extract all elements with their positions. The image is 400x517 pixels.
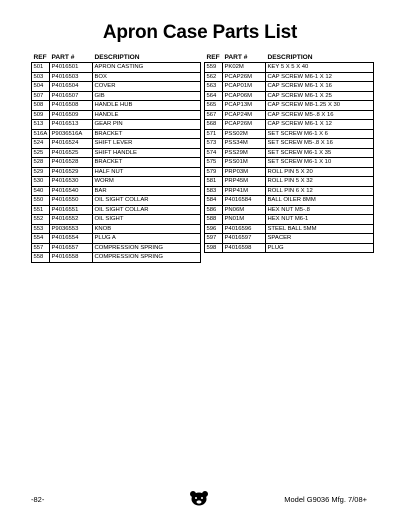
table-row bbox=[205, 101, 374, 111]
ref-cell: 588 bbox=[205, 215, 223, 225]
description-cell: BRACKET bbox=[93, 158, 201, 168]
table-row bbox=[32, 253, 201, 263]
description-cell: HANDLE HUB bbox=[93, 101, 201, 111]
table-row bbox=[205, 110, 374, 120]
table-row bbox=[205, 82, 374, 92]
part-number-cell: PRP41M bbox=[223, 186, 266, 196]
page-title: Apron Case Parts List bbox=[102, 22, 298, 43]
ref-cell: 554 bbox=[32, 234, 50, 244]
part-number-cell: P4016596 bbox=[223, 224, 266, 234]
table-header-row bbox=[32, 53, 201, 63]
description-cell: OIL SIGHT COLLAR bbox=[93, 196, 201, 206]
ref-cell: 501 bbox=[32, 63, 50, 73]
part-number-cell: P4016598 bbox=[223, 243, 266, 253]
part-number-cell: PK02M bbox=[223, 63, 266, 73]
part-number-cell: PCAP26M bbox=[223, 120, 266, 130]
ref-cell: 530 bbox=[32, 177, 50, 187]
table-row bbox=[205, 234, 374, 244]
ref-cell: 571 bbox=[205, 129, 223, 139]
table-row bbox=[205, 196, 374, 206]
ref-cell: 574 bbox=[205, 148, 223, 158]
table-row bbox=[205, 139, 374, 149]
part-number-cell: PRP03M bbox=[223, 167, 266, 177]
description-cell: SHIFT LEVER bbox=[93, 139, 201, 149]
ref-cell: 565 bbox=[205, 101, 223, 111]
table-row bbox=[32, 63, 201, 73]
part-number-cell: PN06M bbox=[223, 205, 266, 215]
ref-cell: 584 bbox=[205, 196, 223, 206]
part-number-cell: P9036553 bbox=[50, 224, 93, 234]
ref-cell: 529 bbox=[32, 167, 50, 177]
description-cell: KEY 5 X 5 X 40 bbox=[266, 63, 374, 73]
part-number-cell: PRP45M bbox=[223, 177, 266, 187]
description-cell: CAP SCREW M8-1.25 X 30 bbox=[266, 101, 374, 111]
part-number-cell: P4016528 bbox=[50, 158, 93, 168]
ref-cell: 573 bbox=[205, 139, 223, 149]
part-number-cell: P4016540 bbox=[50, 186, 93, 196]
ref-cell: 504 bbox=[32, 82, 50, 92]
ref-cell: 567 bbox=[205, 110, 223, 120]
table-row bbox=[205, 91, 374, 101]
description-cell: CAP SCREW M6-1 X 16 bbox=[266, 82, 374, 92]
table-row bbox=[32, 196, 201, 206]
table-row bbox=[205, 148, 374, 158]
ref-cell: 540 bbox=[32, 186, 50, 196]
description-cell: STEEL BALL 5MM bbox=[266, 224, 374, 234]
description-cell: HALF NUT bbox=[93, 167, 201, 177]
description-cell: ROLL PIN 5 X 32 bbox=[266, 177, 374, 187]
ref-cell: 583 bbox=[205, 186, 223, 196]
ref-cell: 551 bbox=[32, 205, 50, 215]
description-cell: CAP SCREW M5-.8 X 16 bbox=[266, 110, 374, 120]
part-number-cell: P4016584 bbox=[223, 196, 266, 206]
description-cell: SET SCREW M6-1 X 6 bbox=[266, 129, 374, 139]
table-row bbox=[32, 72, 201, 82]
description-cell: BAR bbox=[93, 186, 201, 196]
table-row bbox=[32, 91, 201, 101]
description-cell: SHIFT HANDLE bbox=[93, 148, 201, 158]
part-number-cell: P4016529 bbox=[50, 167, 93, 177]
table-row bbox=[32, 158, 201, 168]
part-number-cell: P4016597 bbox=[223, 234, 266, 244]
part-number-cell: P4016509 bbox=[50, 110, 93, 120]
ref-cell: 507 bbox=[32, 91, 50, 101]
part-header: PART # bbox=[51, 54, 75, 61]
table-row bbox=[32, 234, 201, 244]
ref-cell: 586 bbox=[205, 205, 223, 215]
part-number-cell: P4016507 bbox=[50, 91, 93, 101]
description-cell: PLUG bbox=[266, 243, 374, 253]
table-row bbox=[205, 120, 374, 130]
description-cell: BALL OILER 8MM bbox=[266, 196, 374, 206]
description-cell: BOX bbox=[93, 72, 201, 82]
ref-cell: 509 bbox=[32, 110, 50, 120]
part-number-cell: P4016552 bbox=[50, 215, 93, 225]
parts-table-left-body bbox=[32, 63, 201, 263]
parts-table-left bbox=[31, 53, 201, 263]
part-number-cell: P4016525 bbox=[50, 148, 93, 158]
bear-face-icon bbox=[189, 490, 209, 506]
ref-header: REF bbox=[206, 54, 220, 61]
description-cell: CAP SCREW M6-1 X 12 bbox=[266, 120, 374, 130]
ref-cell: 525 bbox=[32, 148, 50, 158]
description-cell: COMPRESSION SPRING bbox=[93, 253, 201, 263]
table-row bbox=[205, 72, 374, 82]
description-cell: WORM bbox=[93, 177, 201, 187]
part-number-cell: P4016530 bbox=[50, 177, 93, 187]
ref-cell: 516A bbox=[32, 129, 50, 139]
table-row bbox=[205, 129, 374, 139]
part-number-cell: PCAP24M bbox=[223, 110, 266, 120]
ref-cell: 575 bbox=[205, 158, 223, 168]
part-number-cell: P4016524 bbox=[50, 139, 93, 149]
part-number-cell: PCAP13M bbox=[223, 101, 266, 111]
table-row bbox=[32, 243, 201, 253]
description-cell: OIL SIGHT COLLAR bbox=[93, 205, 201, 215]
table-row bbox=[205, 167, 374, 177]
part-number-cell: PSS01M bbox=[223, 158, 266, 168]
description-cell: KNOB bbox=[93, 224, 201, 234]
part-number-cell: PSS34M bbox=[223, 139, 266, 149]
description-cell: BRACKET bbox=[93, 129, 201, 139]
description-cell: ROLL PIN 6 X 12 bbox=[266, 186, 374, 196]
description-cell: COMPRESSION SPRING bbox=[93, 243, 201, 253]
table-row bbox=[32, 129, 201, 139]
description-cell: SET SCREW M6-1 X 10 bbox=[266, 158, 374, 168]
description-header: DESCRIPTION bbox=[267, 54, 313, 61]
part-number-cell: P9036516A bbox=[50, 129, 93, 139]
part-number-cell: P4016508 bbox=[50, 101, 93, 111]
description-cell: APRON CASTING bbox=[93, 63, 201, 73]
part-number-cell: P4016501 bbox=[50, 63, 93, 73]
ref-cell: 552 bbox=[32, 215, 50, 225]
table-row bbox=[205, 205, 374, 215]
ref-cell: 559 bbox=[205, 63, 223, 73]
ref-cell: 564 bbox=[205, 91, 223, 101]
table-row bbox=[32, 120, 201, 130]
part-number-cell: PCAP26M bbox=[223, 72, 266, 82]
description-cell: CAP SCREW M6-1 X 12 bbox=[266, 72, 374, 82]
description-header: DESCRIPTION bbox=[94, 54, 140, 61]
part-number-cell: P4016554 bbox=[50, 234, 93, 244]
ref-cell: 524 bbox=[32, 139, 50, 149]
part-number-cell: PCAP01M bbox=[223, 82, 266, 92]
part-number-cell: P4016504 bbox=[50, 82, 93, 92]
description-cell: HEX NUT M5-.8 bbox=[266, 205, 374, 215]
part-number-cell: P4016503 bbox=[50, 72, 93, 82]
page-number: -82- bbox=[31, 495, 45, 504]
table-row bbox=[205, 224, 374, 234]
part-number-cell: PSS02M bbox=[223, 129, 266, 139]
part-header: PART # bbox=[224, 54, 248, 61]
part-number-cell: PCAP06M bbox=[223, 91, 266, 101]
ref-cell: 581 bbox=[205, 177, 223, 187]
part-number-cell: P4016550 bbox=[50, 196, 93, 206]
ref-cell: 550 bbox=[32, 196, 50, 206]
description-cell: SPACER bbox=[266, 234, 374, 244]
description-cell: OIL SIGHT bbox=[93, 215, 201, 225]
ref-cell: 503 bbox=[32, 72, 50, 82]
table-row bbox=[32, 110, 201, 120]
ref-cell: 558 bbox=[32, 253, 50, 263]
table-row bbox=[32, 167, 201, 177]
description-cell: CAP SCREW M6-1 X 25 bbox=[266, 91, 374, 101]
table-row bbox=[205, 63, 374, 73]
table-row bbox=[32, 101, 201, 111]
description-cell: COVER bbox=[93, 82, 201, 92]
table-row bbox=[205, 215, 374, 225]
ref-cell: 513 bbox=[32, 120, 50, 130]
ref-cell: 563 bbox=[205, 82, 223, 92]
table-header-row bbox=[205, 53, 374, 63]
part-number-cell: PSS29M bbox=[223, 148, 266, 158]
ref-cell: 553 bbox=[32, 224, 50, 234]
table-row bbox=[32, 139, 201, 149]
table-row bbox=[32, 177, 201, 187]
ref-cell: 508 bbox=[32, 101, 50, 111]
table-row bbox=[32, 215, 201, 225]
ref-cell: 562 bbox=[205, 72, 223, 82]
part-number-cell: P4016513 bbox=[50, 120, 93, 130]
table-row bbox=[205, 243, 374, 253]
ref-cell: 579 bbox=[205, 167, 223, 177]
description-cell: PLUG A bbox=[93, 234, 201, 244]
description-cell: GEAR PIN bbox=[93, 120, 201, 130]
ref-header: REF bbox=[33, 54, 47, 61]
table-row bbox=[205, 186, 374, 196]
table-row bbox=[205, 177, 374, 187]
part-number-cell: P4016551 bbox=[50, 205, 93, 215]
parts-table-right-body bbox=[205, 63, 374, 253]
table-row bbox=[32, 186, 201, 196]
description-cell: HANDLE bbox=[93, 110, 201, 120]
table-row bbox=[32, 224, 201, 234]
ref-cell: 597 bbox=[205, 234, 223, 244]
part-number-cell: P4016557 bbox=[50, 243, 93, 253]
description-cell: ROLL PIN 5 X 20 bbox=[266, 167, 374, 177]
description-cell: HEX NUT M6-1 bbox=[266, 215, 374, 225]
table-row bbox=[205, 158, 374, 168]
description-cell: SET SCREW M5-.8 X 16 bbox=[266, 139, 374, 149]
description-cell: GIB bbox=[93, 91, 201, 101]
ref-cell: 568 bbox=[205, 120, 223, 130]
ref-cell: 557 bbox=[32, 243, 50, 253]
table-row bbox=[32, 205, 201, 215]
part-number-cell: P4016558 bbox=[50, 253, 93, 263]
ref-cell: 598 bbox=[205, 243, 223, 253]
parts-table-right bbox=[204, 53, 374, 253]
part-number-cell: PN01M bbox=[223, 215, 266, 225]
model-info: Model G9036 Mfg. 7/08+ bbox=[284, 495, 367, 504]
ref-cell: 528 bbox=[32, 158, 50, 168]
description-cell: SET SCREW M6-1 X 35 bbox=[266, 148, 374, 158]
table-row bbox=[32, 82, 201, 92]
ref-cell: 596 bbox=[205, 224, 223, 234]
table-row bbox=[32, 148, 201, 158]
